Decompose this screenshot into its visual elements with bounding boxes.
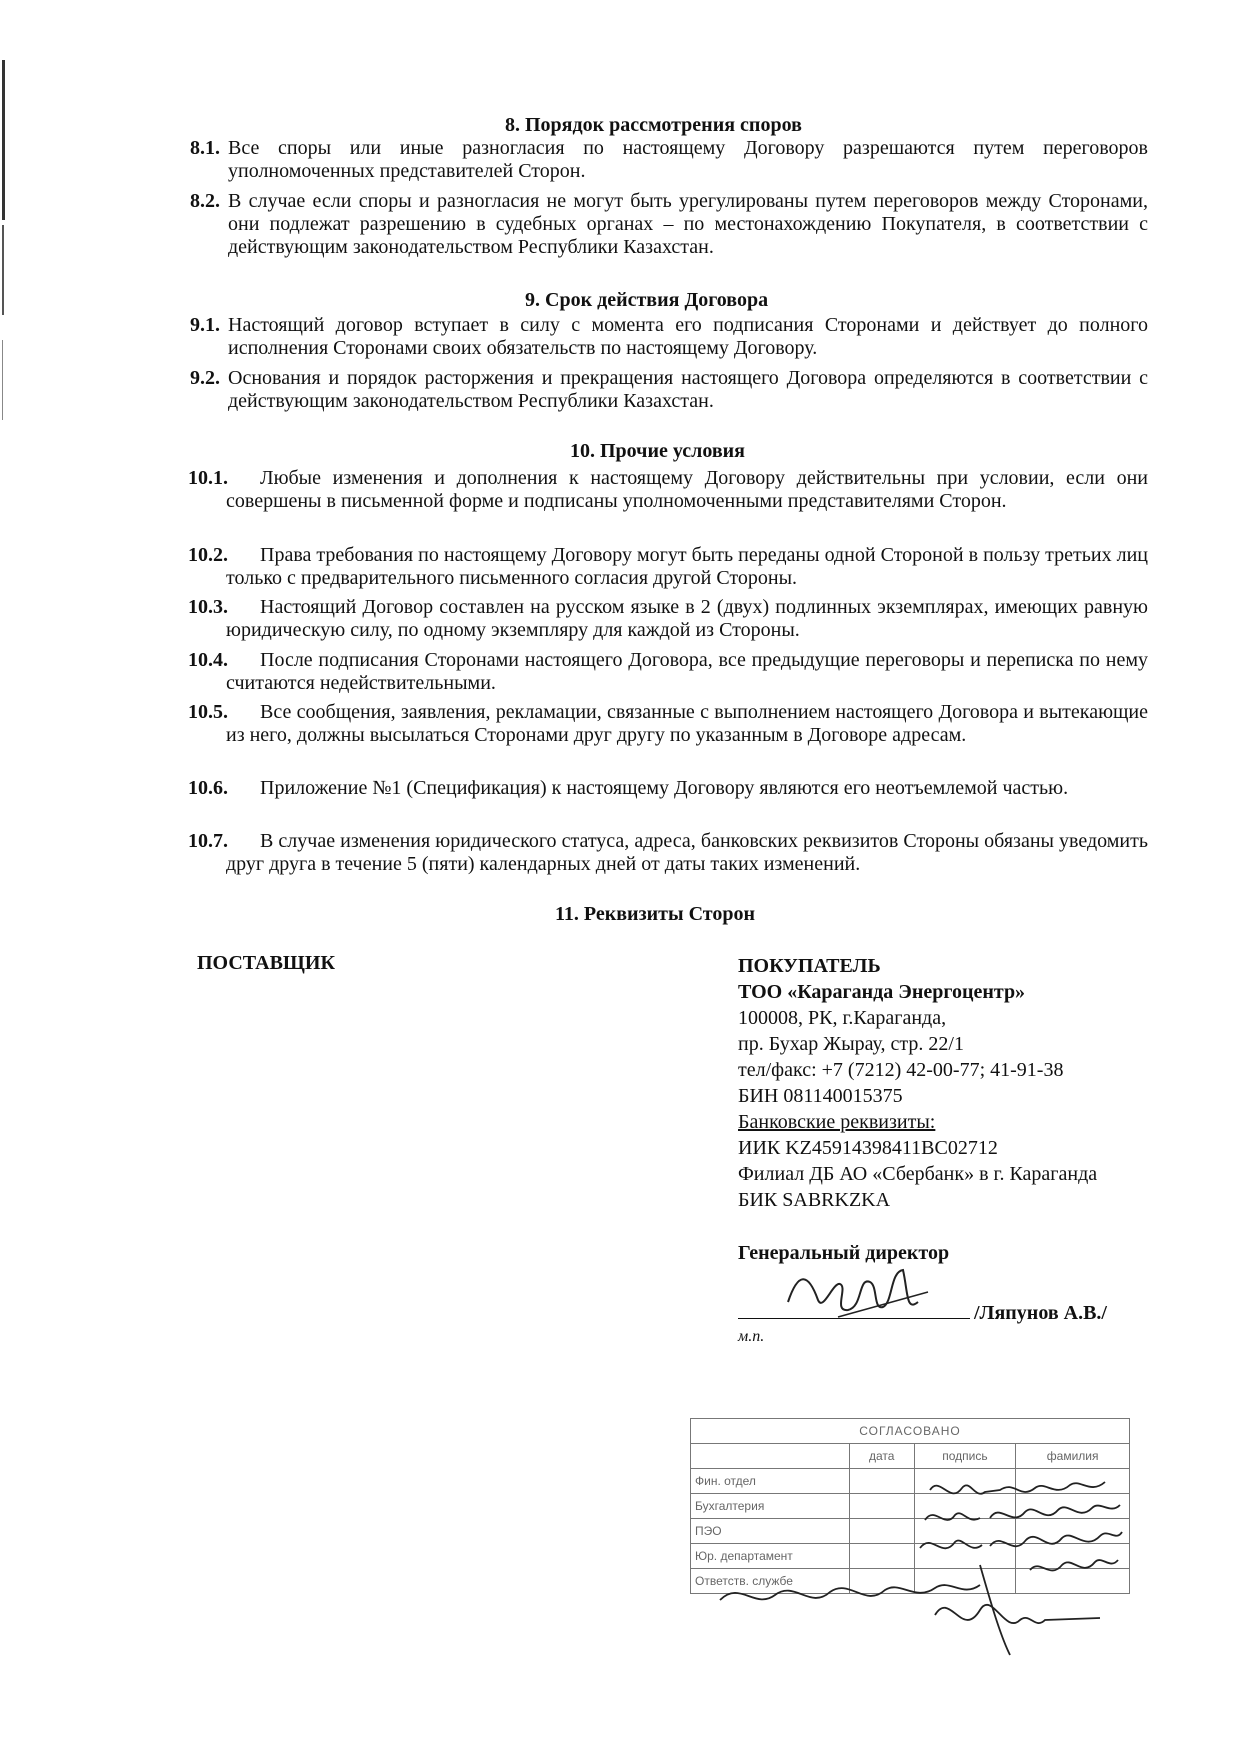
clause-text: В случае изменения юридического статуса, адреса, банковских реквизитов Стороны обязаны уведомить друг друга в течение 5 (пяти) календарных дней от даты таких изменений. (226, 830, 1148, 875)
scan-edge-marks (2, 40, 10, 480)
clause-text: Основания и порядок расторжения и прекращения настоящего Договора определяются в соответствии с действующим законодательством Республики Казахстан. (228, 367, 1148, 412)
clause-text: Любые изменения и дополнения к настоящему Договору действительны при условии, если они совершены в письменной форме и подписаны уполномоченными представителями Сторон. (226, 467, 1148, 512)
buyer-iik: ИИК KZ45914398411BC02712 (738, 1137, 998, 1159)
stamp-row-label: Ответств. службе (691, 1569, 850, 1594)
section-11-title: 11. Реквизиты Сторон (555, 903, 755, 925)
buyer-bin: БИН 081140015375 (738, 1085, 903, 1107)
section-9-title: 9. Срок действия Договора (525, 289, 769, 311)
stamp-title: СОГЛАСОВАНО (691, 1419, 1130, 1444)
signatory-position: Генеральный директор (738, 1242, 950, 1264)
clause-text: Права требования по настоящему Договору могут быть переданы одной Стороной в пользу третьих лиц только с предварительного письменного согласия другой Стороны. (226, 544, 1148, 589)
section-10-title: 10. Прочие условия (570, 440, 745, 462)
clause-number: 10.7. (188, 830, 228, 852)
clause-number: 9.2. (190, 367, 220, 389)
clause-text: Настоящий Договор составлен на русском языке в 2 (двух) подлинных экземплярах, имеющих равную юридическую силу, по одному экземпляру для каждой из Стороны. (226, 596, 1148, 641)
buyer-bank-label: Банковские реквизиты: (738, 1111, 936, 1133)
clause-text: Все сообщения, заявления, рекламации, связанные с выполнением настоящего Договора и вытекающие из него, должны высылаться Сторонами друг другу по указанным в Договоре адресам. (226, 701, 1148, 746)
clause-text: После подписания Сторонами настоящего Договора, все предыдущие переговоры и переписка по нему считаются недействительными. (226, 649, 1148, 694)
buyer-address-line-1: 100008, РК, г.Караганда, (738, 1007, 947, 1029)
buyer-company: ТОО «Караганда Энергоцентр» (738, 981, 1026, 1003)
supplier-label: ПОСТАВЩИК (197, 952, 335, 974)
clause-text: Настоящий договор вступает в силу с момента его подписания Сторонами и действует до полного исполнения Сторонами своих обязательств по настоящему Договору. (228, 314, 1148, 359)
stamp-row-label: Бухгалтерия (691, 1494, 850, 1519)
stamp-column-header: фамилия (1016, 1444, 1130, 1469)
clause-number: 8.1. (190, 137, 220, 159)
buyer-bik: БИК SABRKZKA (738, 1189, 891, 1211)
stamp-column-header: дата (850, 1444, 915, 1469)
clause-number: 10.2. (188, 544, 228, 566)
stamp-column-header: подпись (914, 1444, 1016, 1469)
buyer-label: ПОКУПАТЕЛЬ (738, 955, 881, 977)
clause-number: 10.1. (188, 467, 228, 489)
clause-number: 10.6. (188, 777, 228, 799)
clause-number: 9.1. (190, 314, 220, 336)
buyer-phone: тел/факс: +7 (7212) 42-00-77; 41-91-38 (738, 1059, 1064, 1081)
buyer-bank: Филиал ДБ АО «Сбербанк» в г. Караганда (738, 1163, 1098, 1185)
approval-signatures (700, 1470, 1140, 1670)
clause-number: 10.4. (188, 649, 228, 671)
stamp-row-label: ПЭО (691, 1519, 850, 1544)
seal-place-label: м.п. (738, 1328, 765, 1345)
clause-text: В случае если споры и разногласия не могут быть урегулированы путем переговоров между Сторонами, они подлежат разрешению в судебных органах – по местонахождению Покупателя, в соответствии с действующим законодательством Республики Казахстан. (228, 190, 1148, 258)
clause-text: Приложение №1 (Спецификация) к настоящему Договору являются его неотъемлемой частью. (260, 777, 1069, 799)
stamp-row-label: Юр. департамент (691, 1544, 850, 1569)
clause-number: 8.2. (190, 190, 220, 212)
clause-text: Все споры или иные разногласия по настоящему Договору разрешаются путем переговоров уполномоченных представителей Сторон. (228, 137, 1148, 182)
director-signature (778, 1262, 948, 1332)
buyer-address-line-2: пр. Бухар Жырау, стр. 22/1 (738, 1033, 964, 1055)
section-8-title: 8. Порядок рассмотрения споров (505, 114, 802, 136)
stamp-row-label: Фин. отдел (691, 1469, 850, 1494)
clause-number: 10.5. (188, 701, 228, 723)
signatory-name: /Ляпунов А.В./ (974, 1302, 1107, 1324)
buyer-details (738, 953, 1097, 1213)
clause-number: 10.3. (188, 596, 228, 618)
